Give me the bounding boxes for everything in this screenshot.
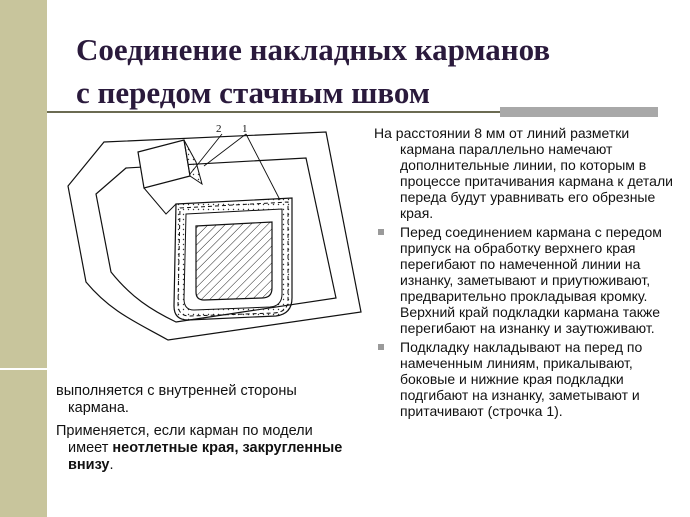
left-paragraph-2-end: . (109, 457, 114, 473)
pocket-flap-edge (144, 188, 176, 214)
figure-label-1: 1 (242, 123, 248, 135)
slide-title (76, 28, 676, 114)
left-decor-bar (0, 0, 47, 517)
title-line-2: с передом стачным швом (76, 75, 430, 110)
title-underline-accent (500, 107, 658, 117)
leader-line-1 (246, 134, 280, 200)
pocket-top-flap (138, 140, 190, 188)
right-intro-paragraph: На расстоянии 8 мм от линий разметки кармана параллельно намечают дополнительные линии, по которым в процессе притачивания кармана к детали переда будут уравнивать его обрезные края. (374, 125, 673, 221)
right-bullet-text: Перед соединением кармана с передом припуск на обработку верхнего края перегибают по намеченной линии на изнанку, заметывают и приутюживают, предварительно прокладывая кромку. Верхний край подкладки кармана также перегибают на изнанку и заутюживают. (400, 224, 662, 336)
right-text-block (374, 125, 674, 422)
square-bullet-icon (378, 229, 384, 235)
right-bullet-text: Подкладку накладывают на перед по намеченным линиям, прикалывают, боковые и нижние края подкладки подгибают на изнанку, заметывают и притачивают (строчка 1). (400, 339, 643, 419)
title-line-1: Соединение накладных карманов (76, 32, 551, 67)
leader-line-2 (190, 134, 222, 174)
pocket-diagram (56, 122, 368, 358)
left-paragraph-1: выполняется с внутренней стороны кармана. (56, 383, 297, 416)
square-bullet-icon (378, 344, 384, 350)
left-paragraph-2 (56, 423, 356, 474)
right-bullet-item (374, 224, 674, 336)
left-paragraph-2-bold: неотлетные края, закругленные внизу (68, 440, 343, 473)
right-bullet-item (374, 339, 674, 419)
left-bar-divider (0, 368, 47, 370)
left-paragraph-2-text: Применяется, если карман по модели имеет (56, 423, 313, 456)
figure-label-2: 2 (216, 123, 222, 135)
left-text-block (56, 383, 356, 480)
pocket-body (196, 222, 272, 300)
